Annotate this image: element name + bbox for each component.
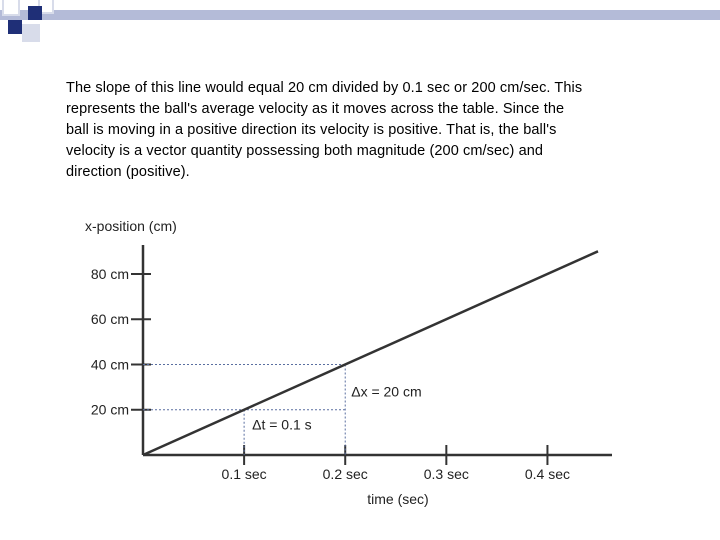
delta-t-annotation: Δt = 0.1 s (252, 416, 312, 433)
paragraph-line: The slope of this line would equal 20 cm divided by 0.1 sec or 200 cm/sec. This (66, 80, 583, 96)
y-tick-label: 80 cm (90, 265, 129, 282)
paragraph-line: represents the ball's average velocity as it moves across the table. Since the (66, 101, 565, 117)
y-tick-label: 60 cm (90, 311, 129, 328)
x-axis-label: time (sec) (367, 491, 429, 507)
y-tick-label: 40 cm (90, 356, 129, 373)
paragraph-line: direction (positive). (66, 164, 190, 180)
paragraph-line: ball is moving in a positive direction its velocity is positive. That is, the ball's (66, 122, 557, 138)
x-tick-label: 0.1 sec (221, 466, 267, 482)
position-line (143, 251, 598, 455)
paragraph-line: velocity is a vector quantity possessing both magnitude (200 cm/sec) and (66, 143, 544, 159)
x-tick-label: 0.3 sec (423, 466, 469, 482)
x-tick-label: 0.2 sec (322, 466, 368, 482)
y-tick-label: 20 cm (90, 401, 129, 418)
x-tick-label: 0.4 sec (524, 466, 571, 482)
delta-x-annotation: Δx = 20 cm (351, 383, 422, 400)
y-axis-label: x-position (cm) (85, 218, 177, 234)
